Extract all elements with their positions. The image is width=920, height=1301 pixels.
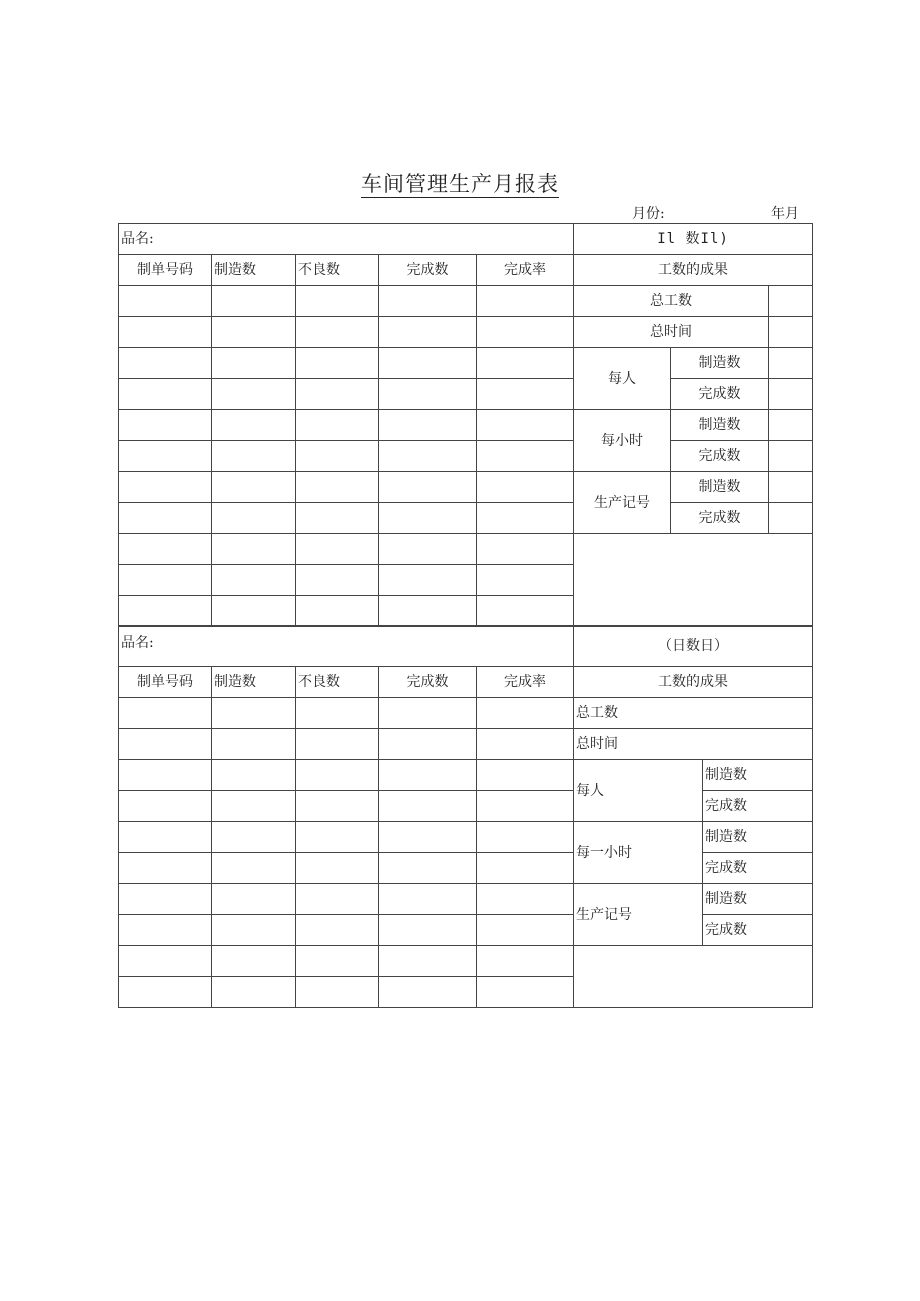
data-cell[interactable] xyxy=(296,760,379,791)
data-cell[interactable] xyxy=(119,348,212,379)
total-time-label: 总时间 xyxy=(574,317,769,348)
data-cell[interactable] xyxy=(212,698,296,729)
data-cell[interactable] xyxy=(212,317,296,348)
data-cell[interactable] xyxy=(296,596,379,627)
data-cell[interactable] xyxy=(119,410,212,441)
data-cell[interactable] xyxy=(119,822,212,853)
data-cell[interactable] xyxy=(296,977,379,1008)
col-completed: 完成数 xyxy=(379,667,477,698)
data-cell[interactable] xyxy=(212,791,296,822)
data-cell[interactable] xyxy=(296,503,379,534)
per-hour-manufactured-value[interactable] xyxy=(769,410,813,441)
notes-area[interactable] xyxy=(574,534,813,627)
data-cell[interactable] xyxy=(379,348,477,379)
per-hour-completed-label: 完成数 xyxy=(703,853,813,884)
data-cell[interactable] xyxy=(119,317,212,348)
data-cell[interactable] xyxy=(477,977,574,1008)
per-hour-completed-label: 完成数 xyxy=(671,441,769,472)
data-cell[interactable] xyxy=(119,379,212,410)
data-cell[interactable] xyxy=(212,534,296,565)
data-cell[interactable] xyxy=(379,472,477,503)
data-cell[interactable] xyxy=(296,853,379,884)
col-order-number: 制单号码 xyxy=(119,667,212,698)
data-cell[interactable] xyxy=(296,791,379,822)
data-cell[interactable] xyxy=(477,472,574,503)
col-manufactured: 制造数 xyxy=(212,255,296,286)
data-cell[interactable] xyxy=(477,379,574,410)
data-cell[interactable] xyxy=(212,977,296,1008)
data-cell[interactable] xyxy=(379,884,477,915)
data-cell[interactable] xyxy=(119,977,212,1008)
product-name-label: 品名: xyxy=(119,626,574,667)
data-cell[interactable] xyxy=(477,441,574,472)
data-cell[interactable] xyxy=(379,534,477,565)
record-manufactured-value[interactable] xyxy=(769,472,813,503)
results-header: 工数的成果 xyxy=(574,667,813,698)
data-cell[interactable] xyxy=(212,286,296,317)
col-completion-rate: 完成率 xyxy=(477,255,574,286)
per-person-manufactured-value[interactable] xyxy=(769,348,813,379)
data-cell[interactable] xyxy=(477,503,574,534)
data-cell[interactable] xyxy=(379,317,477,348)
per-hour-label: 每小时 xyxy=(574,410,671,472)
data-cell[interactable] xyxy=(379,410,477,441)
data-cell[interactable] xyxy=(379,791,477,822)
data-cell[interactable] xyxy=(296,946,379,977)
data-cell[interactable] xyxy=(212,760,296,791)
data-cell[interactable] xyxy=(296,410,379,441)
per-person-completed-label: 完成数 xyxy=(671,379,769,410)
data-cell[interactable] xyxy=(212,729,296,760)
data-cell[interactable] xyxy=(379,503,477,534)
data-cell[interactable] xyxy=(119,286,212,317)
data-cell[interactable] xyxy=(379,379,477,410)
data-cell[interactable] xyxy=(379,565,477,596)
product-name-label: 品名: xyxy=(119,224,574,255)
total-time-label: 总时间 xyxy=(574,729,813,760)
data-cell[interactable] xyxy=(212,503,296,534)
data-cell[interactable] xyxy=(119,441,212,472)
data-cell[interactable] xyxy=(296,286,379,317)
data-cell[interactable] xyxy=(477,884,574,915)
data-cell[interactable] xyxy=(212,410,296,441)
per-person-completed-label: 完成数 xyxy=(703,791,813,822)
data-cell[interactable] xyxy=(296,472,379,503)
total-work-label: 总工数 xyxy=(574,286,769,317)
data-cell[interactable] xyxy=(296,884,379,915)
data-cell[interactable] xyxy=(296,441,379,472)
col-defective: 不良数 xyxy=(296,667,379,698)
data-cell[interactable] xyxy=(212,946,296,977)
data-cell[interactable] xyxy=(379,915,477,946)
year-month-label: 年月 xyxy=(771,206,799,222)
data-cell[interactable] xyxy=(212,853,296,884)
total-work-value[interactable] xyxy=(769,286,813,317)
data-cell[interactable] xyxy=(119,534,212,565)
data-cell[interactable] xyxy=(119,946,212,977)
col-completed: 完成数 xyxy=(379,255,477,286)
results-header: 工数的成果 xyxy=(574,255,813,286)
data-cell[interactable] xyxy=(379,946,477,977)
data-cell[interactable] xyxy=(477,348,574,379)
total-work-label: 总工数 xyxy=(574,698,813,729)
data-cell[interactable] xyxy=(119,853,212,884)
col-defective: 不良数 xyxy=(296,255,379,286)
data-cell[interactable] xyxy=(212,441,296,472)
col-completion-rate: 完成率 xyxy=(477,667,574,698)
page-title: 车间管理生产月报表 xyxy=(361,172,559,196)
data-cell[interactable] xyxy=(477,534,574,565)
data-cell[interactable] xyxy=(379,822,477,853)
per-person-manufactured-label: 制造数 xyxy=(703,760,813,791)
per-person-manufactured-label: 制造数 xyxy=(671,348,769,379)
data-cell[interactable] xyxy=(212,472,296,503)
data-cell[interactable] xyxy=(119,760,212,791)
data-cell[interactable] xyxy=(119,884,212,915)
col-manufactured: 制造数 xyxy=(212,667,296,698)
data-cell[interactable] xyxy=(379,596,477,627)
production-record-label: 生产记号 xyxy=(574,472,671,534)
data-cell[interactable] xyxy=(379,286,477,317)
data-cell[interactable] xyxy=(477,915,574,946)
notes-area[interactable] xyxy=(574,946,813,1008)
data-cell[interactable] xyxy=(119,915,212,946)
report-table-2 xyxy=(118,625,813,1008)
data-cell[interactable] xyxy=(119,596,212,627)
data-cell[interactable] xyxy=(212,915,296,946)
record-completed-label: 完成数 xyxy=(671,503,769,534)
record-completed-label: 完成数 xyxy=(703,915,813,946)
per-hour-completed-value[interactable] xyxy=(769,441,813,472)
data-cell[interactable] xyxy=(212,884,296,915)
data-cell[interactable] xyxy=(296,317,379,348)
data-cell[interactable] xyxy=(477,946,574,977)
record-manufactured-label: 制造数 xyxy=(703,884,813,915)
data-cell[interactable] xyxy=(477,698,574,729)
data-cell[interactable] xyxy=(477,317,574,348)
data-cell[interactable] xyxy=(379,853,477,884)
record-completed-value[interactable] xyxy=(769,503,813,534)
per-person-completed-value[interactable] xyxy=(769,379,813,410)
data-cell[interactable] xyxy=(296,379,379,410)
data-cell[interactable] xyxy=(477,410,574,441)
data-cell[interactable] xyxy=(119,729,212,760)
days-header: Il 数Il) xyxy=(574,224,813,255)
data-cell[interactable] xyxy=(379,760,477,791)
data-cell[interactable] xyxy=(477,565,574,596)
total-time-value[interactable] xyxy=(769,317,813,348)
data-cell[interactable] xyxy=(477,760,574,791)
data-cell[interactable] xyxy=(296,565,379,596)
data-cell[interactable] xyxy=(119,565,212,596)
data-cell[interactable] xyxy=(477,791,574,822)
data-cell[interactable] xyxy=(379,441,477,472)
per-hour-manufactured-label: 制造数 xyxy=(671,410,769,441)
days-header: （日数日） xyxy=(574,626,813,667)
data-cell[interactable] xyxy=(119,791,212,822)
data-cell[interactable] xyxy=(296,729,379,760)
data-cell[interactable] xyxy=(477,729,574,760)
production-record-label: 生产记号 xyxy=(574,884,703,946)
month-label: 月份: xyxy=(632,206,665,222)
per-hour-manufactured-label: 制造数 xyxy=(703,822,813,853)
data-cell[interactable] xyxy=(296,915,379,946)
data-cell[interactable] xyxy=(212,565,296,596)
data-cell[interactable] xyxy=(119,472,212,503)
record-manufactured-label: 制造数 xyxy=(671,472,769,503)
per-person-label: 每人 xyxy=(574,348,671,410)
col-order-number: 制单号码 xyxy=(119,255,212,286)
data-cell[interactable] xyxy=(296,348,379,379)
data-cell[interactable] xyxy=(296,822,379,853)
report-table-1 xyxy=(118,223,813,627)
data-cell[interactable] xyxy=(212,348,296,379)
data-cell[interactable] xyxy=(379,977,477,1008)
data-cell[interactable] xyxy=(212,822,296,853)
per-hour-label: 每一小时 xyxy=(574,822,703,884)
data-cell[interactable] xyxy=(477,822,574,853)
per-person-label: 每人 xyxy=(574,760,703,822)
data-cell[interactable] xyxy=(119,698,212,729)
data-cell[interactable] xyxy=(212,379,296,410)
data-cell[interactable] xyxy=(296,534,379,565)
data-cell[interactable] xyxy=(379,698,477,729)
data-cell[interactable] xyxy=(119,503,212,534)
data-cell[interactable] xyxy=(477,596,574,627)
data-cell[interactable] xyxy=(379,729,477,760)
data-cell[interactable] xyxy=(212,596,296,627)
data-cell[interactable] xyxy=(296,698,379,729)
data-cell[interactable] xyxy=(477,286,574,317)
data-cell[interactable] xyxy=(477,853,574,884)
